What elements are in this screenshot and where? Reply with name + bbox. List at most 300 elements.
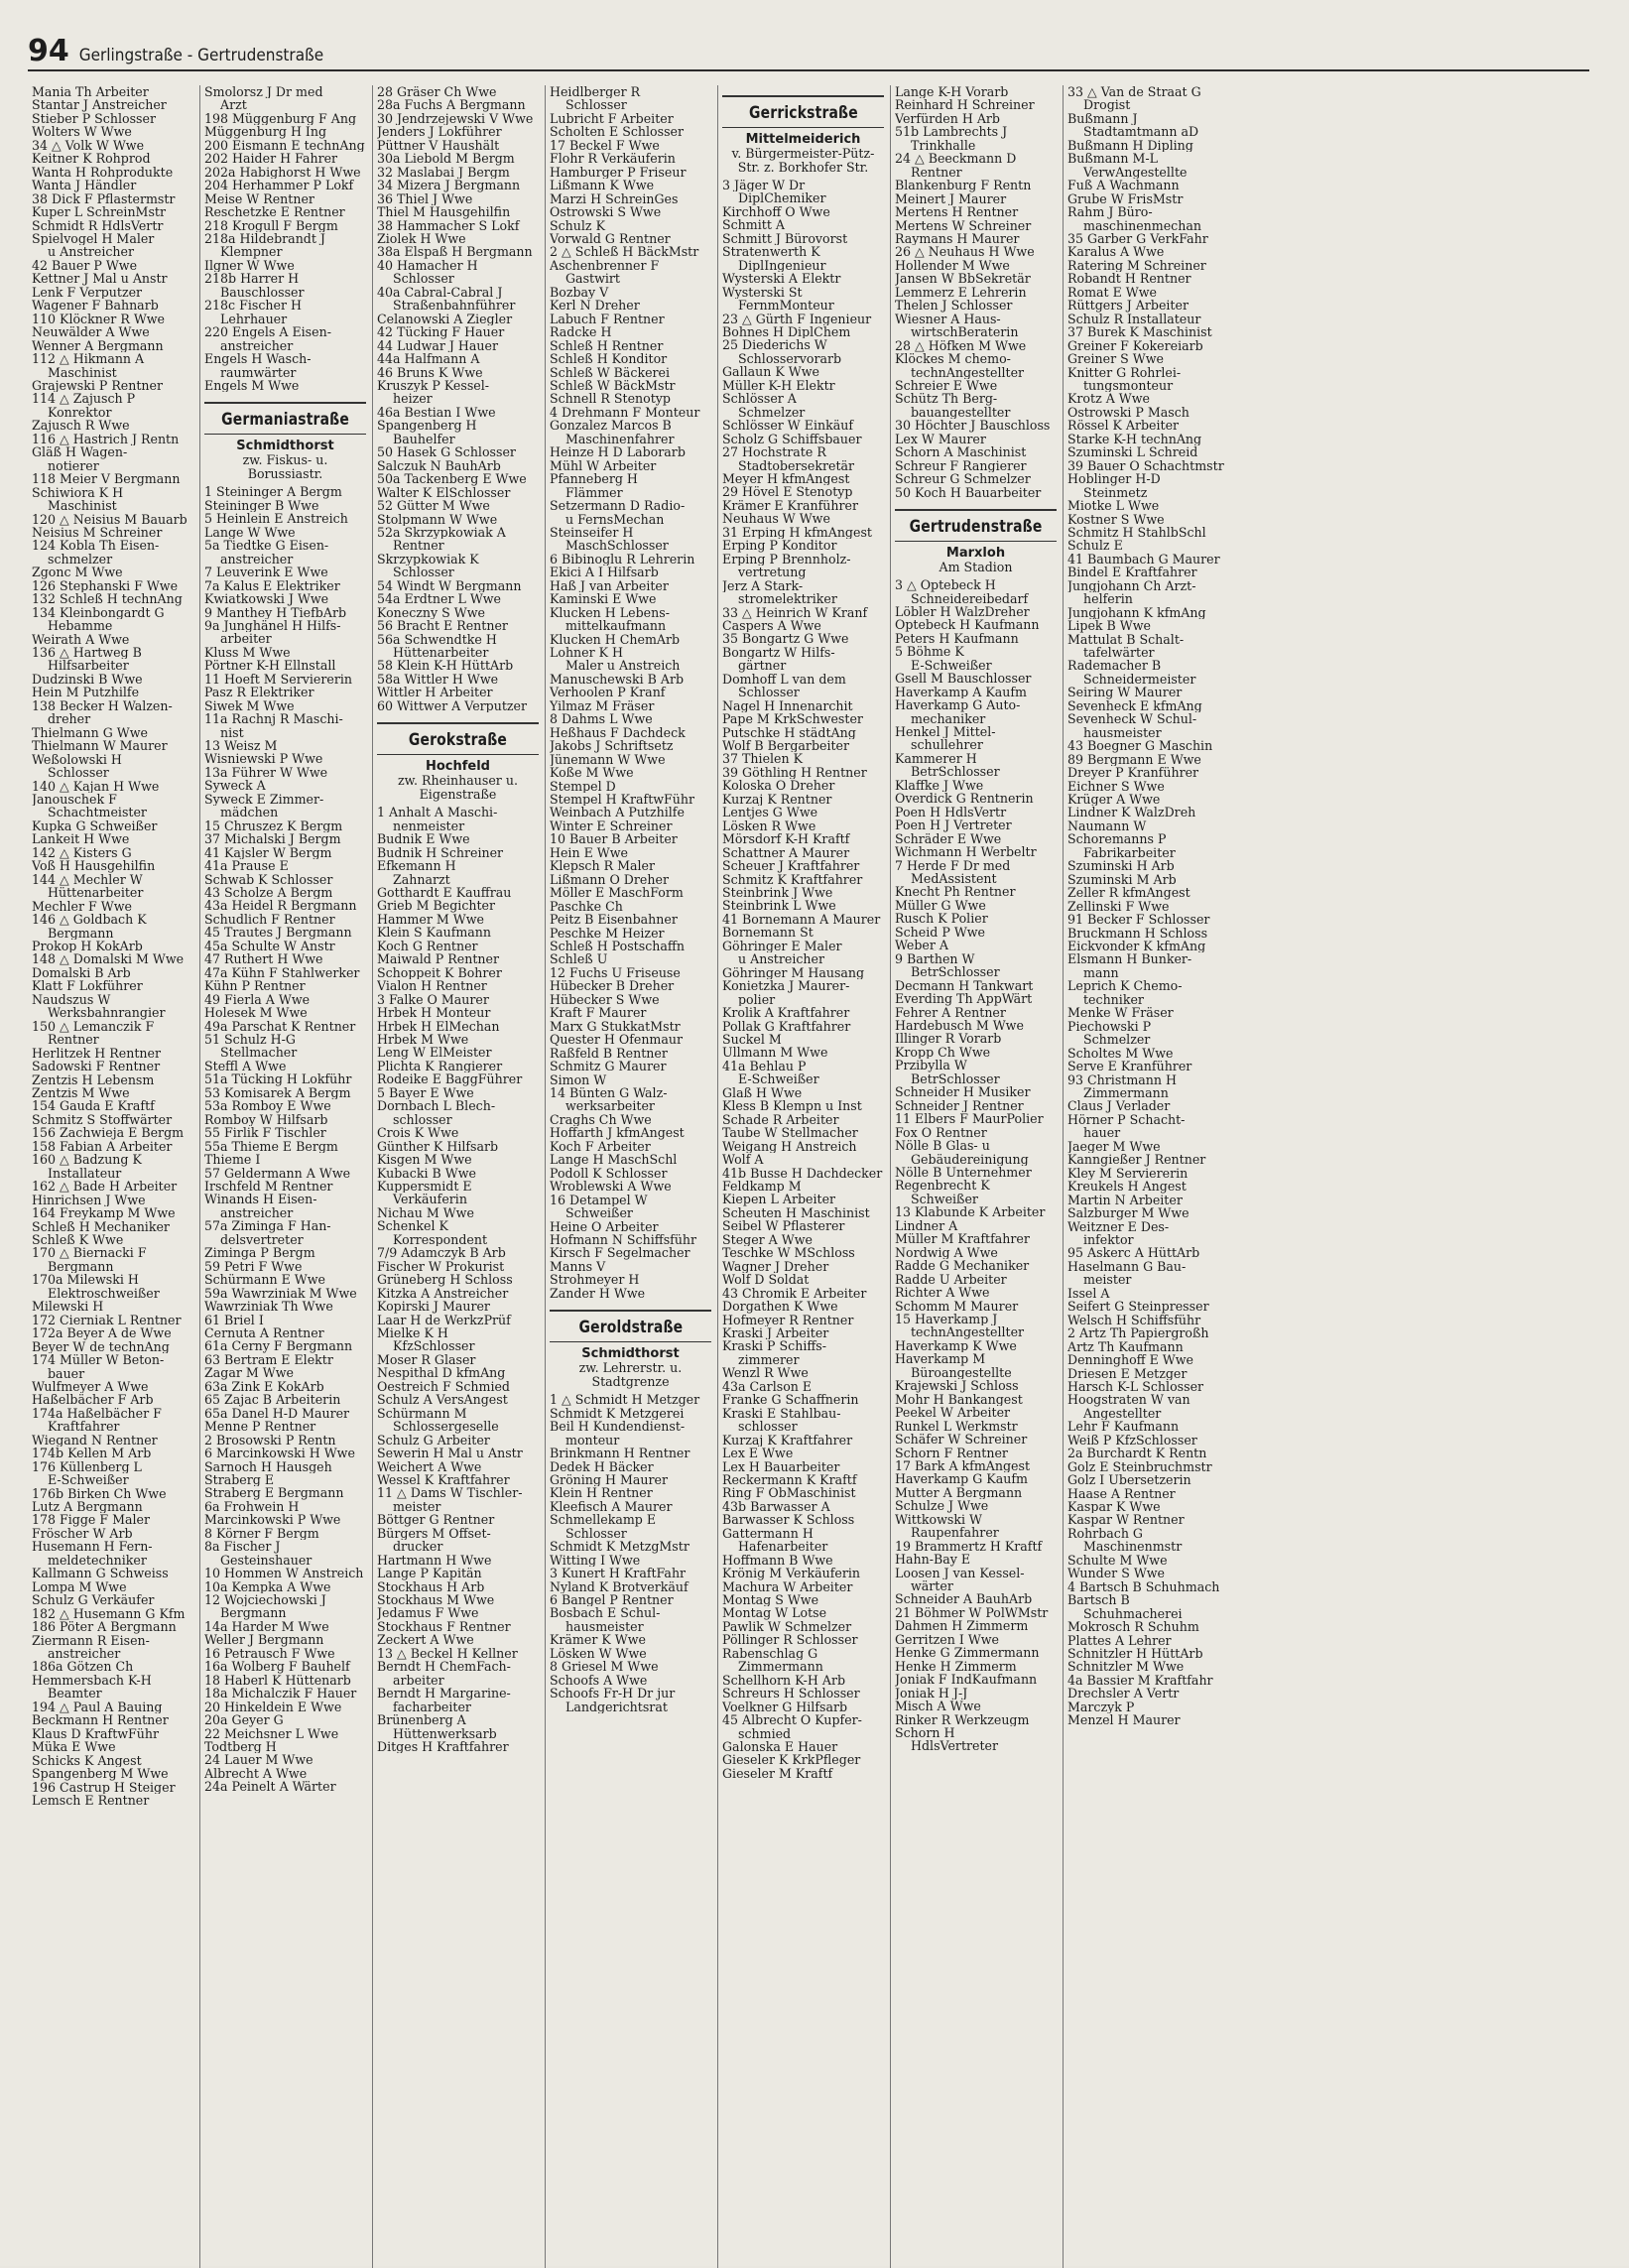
resident-entry: 174b Kellen M Arb — [32, 1447, 152, 1460]
resident-entry: Suckel M — [722, 1033, 782, 1047]
resident-entry: Gieseler M Kraftf — [722, 1766, 833, 1781]
entry-continuation: hausmeister — [1083, 725, 1162, 740]
resident-entry: Pöllinger R Schlosser — [722, 1633, 858, 1647]
resident-entry: Seiring W Maurer — [1067, 686, 1183, 699]
resident-entry: Bürgers M Offset- — [377, 1526, 491, 1541]
resident-entry: Lißmann K Wwe — [550, 179, 655, 192]
resident-entry: Romboy W Hilfsarb — [204, 1112, 328, 1127]
entry-continuation: notierer — [48, 458, 99, 473]
resident-entry: Raymans H Maurer — [895, 231, 1020, 246]
resident-entry: Regenbrecht K — [895, 1179, 990, 1193]
street-rule — [377, 754, 539, 755]
resident-entry: Peitz B Eisenbahner — [550, 913, 678, 927]
resident-entry: Aschenbrenner F — [550, 258, 660, 273]
entry-continuation: mittelkaufmann — [565, 619, 667, 633]
resident-entry: Oestreich F Schmied — [377, 1379, 510, 1394]
resident-entry: Schulz G Arbeiter — [377, 1433, 490, 1448]
resident-entry: Golz E Steinbruchmstr — [1067, 1459, 1212, 1474]
resident-entry: 8 Griesel M Wwe — [550, 1660, 659, 1674]
resident-entry: Schorn H — [895, 1726, 955, 1740]
resident-entry: 218 Krogull F Bergm — [204, 218, 338, 232]
resident-entry: Erping P Brennholz- — [722, 552, 851, 567]
resident-entry: 30 Höchter J Bauschloss — [895, 419, 1051, 433]
resident-entry: Kirsch F Segelmacher — [550, 1246, 690, 1260]
resident-entry: Dorgathen K Wwe — [722, 1300, 838, 1314]
resident-entry: Przibylla W — [895, 1059, 967, 1072]
resident-entry: Hofmeyer R Rentner — [722, 1313, 854, 1326]
resident-entry: Loosen J van Kessel- — [895, 1566, 1025, 1580]
resident-entry: 41 Baumbach G Maurer — [1067, 552, 1220, 567]
resident-entry: Scholtes M Wwe — [1067, 1046, 1174, 1061]
resident-entry: Verhoolen P Kranf — [550, 686, 666, 699]
resident-entry: 218c Fischer H — [204, 299, 302, 313]
resident-entry: 37 Michalski J Bergm — [204, 832, 341, 846]
resident-entry: Ring F ObMaschinist — [722, 1486, 856, 1500]
entry-continuation: infektor — [1083, 1232, 1134, 1247]
resident-entry: Haselmann G Bau- — [1067, 1259, 1187, 1274]
resident-entry: Lenk F Verputzer — [32, 285, 143, 300]
entry-continuation: drucker — [393, 1540, 443, 1554]
resident-entry: 174 Müller W Beton- — [32, 1353, 165, 1367]
resident-entry: Günther K Hilfsarb — [377, 1139, 499, 1154]
resident-entry: Barwasser K Schloss — [722, 1513, 855, 1527]
resident-entry: Schmitz H StahlbSchl — [1067, 525, 1206, 540]
resident-entry: Wittkowski W — [895, 1512, 982, 1527]
entry-continuation: bauer — [48, 1366, 85, 1380]
resident-entry: Mohr H Bankangest — [895, 1392, 1023, 1407]
resident-entry: Rabenschlag G — [722, 1646, 818, 1661]
resident-entry: 58 Klein K-H HüttArb — [377, 659, 514, 673]
entry-continuation: DiplChemiker — [738, 191, 826, 205]
resident-entry: 54 Windt W Bergmann — [377, 578, 522, 593]
resident-entry: Welsch H Schiffsführ — [1067, 1313, 1201, 1327]
resident-entry: 40 Hamacher H — [377, 258, 478, 273]
resident-entry: Bohnes H DiplChem — [722, 324, 851, 339]
resident-entry: 32 Maslabai J Bergm — [377, 165, 510, 180]
resident-entry: Schiwiora K H — [32, 485, 124, 500]
entry-continuation: Schmelzer — [738, 405, 806, 420]
resident-entry: Wenzl R Wwe — [722, 1366, 809, 1380]
resident-entry: Weigang H Anstreich — [722, 1139, 857, 1154]
resident-entry: 8a Fischer J — [204, 1540, 281, 1554]
resident-entry: 46 Bruns K Wwe — [377, 365, 483, 379]
resident-entry: Lemsch E Rentner — [32, 1794, 150, 1808]
street-heading — [204, 402, 366, 481]
resident-entry: 47 Ruthert H Wwe — [204, 952, 323, 966]
resident-entry: Claus J Verlader — [1067, 1099, 1171, 1113]
resident-entry: Schulz A VersAngest — [377, 1393, 508, 1407]
resident-entry: Krotz A Wwe — [1067, 392, 1150, 406]
column — [373, 85, 546, 2268]
resident-entry: Lange P Kapitän — [377, 1567, 482, 1580]
entry-continuation: wirtschBeraterin — [911, 325, 1019, 339]
resident-entry: Schreur F Rangierer — [895, 458, 1027, 473]
resident-entry: 170a Milewski H — [32, 1273, 139, 1287]
resident-entry: Hein M Putzhilfe — [32, 686, 140, 699]
resident-entry: 2a Burchardt K Rentn — [1067, 1447, 1207, 1460]
resident-entry: Mertens W Schreiner — [895, 218, 1032, 232]
resident-entry: Pasz R Elektriker — [204, 686, 314, 699]
resident-entry: Drechsler A Vertr — [1067, 1687, 1180, 1701]
resident-entry: Todtberg H — [204, 1740, 277, 1754]
resident-entry: Scholten E Schlosser — [550, 125, 685, 139]
entry-continuation: Schlosservorarb — [738, 351, 842, 366]
resident-entry: Schleß H Rentner — [550, 338, 664, 353]
entry-continuation: Bergmann — [48, 1259, 114, 1274]
resident-entry: Szuminski L Schreid — [1067, 445, 1198, 459]
district-name: Schmidthorst — [581, 1346, 680, 1362]
resident-entry: Keitner K Rohprod — [32, 152, 151, 166]
resident-entry: Haverkamp G Kaufm — [895, 1472, 1028, 1486]
resident-entry: Runkel L Werkmstr — [895, 1419, 1018, 1434]
resident-entry: Haßelbächer F Arb — [32, 1393, 154, 1407]
resident-entry: Schreurs H Schlosser — [722, 1687, 860, 1701]
entry-continuation: Schmelzer — [1083, 1033, 1151, 1047]
resident-entry: Szuminski H Arb — [1067, 859, 1175, 873]
resident-entry: Wanta J Händler — [32, 179, 137, 192]
resident-entry: Lankeit H Wwe — [32, 832, 130, 846]
resident-entry: 43a Heidel R Bergmann — [204, 899, 357, 913]
resident-entry: 3 Falke O Maurer — [377, 992, 489, 1007]
resident-entry: Fox O Rentner — [895, 1125, 987, 1140]
resident-entry: Zentzis H Lebensm — [32, 1072, 155, 1086]
resident-entry: 41a Behlau P — [722, 1059, 807, 1073]
resident-entry: Straberg E Bergmann — [204, 1486, 344, 1500]
resident-entry: 11a Rachnj R Maschi- — [204, 712, 343, 726]
resident-entry: Ostrowski P Masch — [1067, 405, 1190, 420]
resident-entry: 13 △ Beckel H Kellner — [377, 1646, 518, 1661]
resident-entry: Schulz E — [1067, 539, 1123, 553]
resident-entry: 9 Manthey H TiefbArb — [204, 605, 347, 619]
resident-entry: 218a Hildebrandt J — [204, 231, 325, 246]
resident-entry: Machura W Arbeiter — [722, 1579, 853, 1594]
resident-entry: Brünenberg A — [377, 1713, 466, 1727]
resident-entry: Weber A — [895, 939, 949, 952]
entry-continuation: maschinenmechan — [1083, 218, 1201, 232]
resident-entry: Jünemann W Wwe — [550, 752, 666, 767]
resident-entry: Kraski P Schiffs- — [722, 1339, 827, 1353]
resident-entry: 15 Chruszez K Bergm — [204, 819, 343, 833]
resident-entry: Fröscher W Arb — [32, 1526, 133, 1541]
resident-entry: Ziolek H Wwe — [377, 231, 466, 246]
resident-entry: 45 Albrecht O Kupfer- — [722, 1713, 862, 1727]
entry-continuation: Schneidermeister — [1083, 672, 1196, 687]
entry-continuation: Lehrhauer — [220, 312, 288, 326]
entry-continuation: meister — [393, 1499, 441, 1514]
resident-entry: Dudzinski B Wwe — [32, 672, 143, 687]
district-name: Mittelmeiderich — [745, 132, 861, 147]
resident-entry: 41b Busse H Dachdecker — [722, 1166, 883, 1180]
entry-continuation: VerwAngestellte — [1083, 165, 1188, 180]
resident-entry: Budnik E Wwe — [377, 832, 470, 846]
resident-entry: Zentzis M Wwe — [32, 1085, 130, 1100]
resident-entry: Starke K-H technAng — [1067, 432, 1202, 446]
resident-entry: 120 △ Neisius M Bauarb — [32, 512, 188, 526]
entry-continuation: Schneidereibedarf — [911, 591, 1029, 605]
resident-entry: 182 △ Husemann G Kfm — [32, 1606, 186, 1621]
entry-continuation: Schweißer — [565, 1206, 633, 1220]
district-name: Hochfeld — [425, 759, 490, 775]
resident-entry: Bußmann M-L — [1067, 152, 1158, 166]
entry-continuation: technAngestellter — [911, 1325, 1025, 1339]
resident-entry: 93 Christmann H — [1067, 1072, 1178, 1086]
resident-entry: 30 Jendrzejewski V Wwe — [377, 111, 534, 126]
resident-entry: Scholz G Schiffsbauer — [722, 432, 862, 446]
entry-continuation: Korrespondent — [393, 1232, 488, 1247]
resident-entry: Jungjohann K kfmAng — [1067, 605, 1206, 620]
resident-entry: 140 △ Kajan H Wwe — [32, 779, 160, 794]
resident-entry: Budnik H Schreiner — [377, 845, 504, 860]
resident-entry: 45a Schulte W Anstr — [204, 939, 335, 953]
resident-entry: 13a Führer W Wwe — [204, 765, 328, 780]
resident-entry: Mattulat B Schalt- — [1067, 632, 1185, 647]
resident-entry: 9 Barthen W — [895, 951, 975, 966]
resident-entry: Sewerin H Mal u Anstr — [377, 1447, 523, 1460]
resident-entry: Schorn F Rentner — [895, 1446, 1008, 1459]
resident-entry: Decmann H Tankwart — [895, 978, 1034, 993]
resident-entry: Yilmaz M Fräser — [550, 698, 655, 713]
resident-entry: Albrecht A Wwe — [204, 1766, 308, 1781]
resident-entry: 24 △ Beeckmann D — [895, 152, 1017, 166]
resident-entry: Joniak H J-J — [895, 1686, 968, 1701]
resident-entry: Koße M Wwe — [550, 766, 634, 780]
resident-entry: Kopirski J Maurer — [377, 1300, 490, 1314]
resident-entry: 16 Petrausch F Wwe — [204, 1646, 335, 1661]
resident-entry: Henkel J Mittel- — [895, 725, 996, 739]
entry-continuation: E-Schweißer — [911, 658, 992, 673]
resident-entry: Nichau M Wwe — [377, 1205, 474, 1220]
resident-entry: 18 Haberl K Hüttenarb — [204, 1673, 351, 1688]
street-name: Gerokstraße — [408, 730, 508, 751]
resident-entry: Ullmann M Wwe — [722, 1046, 828, 1060]
resident-entry: Poen H HdlsVertr — [895, 805, 1007, 819]
resident-entry: 38a Elspaß H Bergmann — [377, 245, 533, 259]
resident-entry: Steinbrink J Wwe — [722, 886, 833, 900]
resident-entry: Weiß P KfzSchlosser — [1067, 1433, 1197, 1448]
resident-entry: Meinert J Maurer — [895, 191, 1007, 206]
directory-columns — [28, 85, 1589, 2268]
entry-continuation: Hüttenwerksarb — [393, 1726, 497, 1741]
resident-entry: 220 Engels A Eisen- — [204, 325, 331, 339]
resident-entry: Wagner J Dreher — [722, 1259, 829, 1274]
resident-entry: Schulte M Wwe — [1067, 1553, 1168, 1568]
resident-entry: 52a Skrzypkowiak A — [377, 525, 506, 540]
entry-continuation: vertretung — [738, 566, 807, 579]
resident-entry: Raßfeld B Rentner — [550, 1046, 668, 1061]
resident-entry: Schmitz K Kraftfahrer — [722, 872, 863, 887]
resident-entry: Weitzner E Des- — [1067, 1219, 1170, 1233]
resident-entry: Stockhaus M Wwe — [377, 1593, 495, 1607]
resident-entry: Artz Th Kaufmann — [1067, 1339, 1184, 1354]
resident-entry: 114 △ Zajusch P — [32, 392, 136, 406]
resident-entry: Berndt H ChemFach- — [377, 1660, 511, 1674]
resident-entry: 13 Klabunde K Arbeiter — [895, 1205, 1046, 1219]
resident-entry: Marcinkowski P Wwe — [204, 1513, 341, 1527]
resident-entry: 29 Hövel E Stenotyp — [722, 485, 853, 499]
entry-continuation: BetrSchlosser — [911, 965, 1000, 979]
entry-continuation: Arzt — [220, 98, 247, 112]
resident-entry: Schenkel K — [377, 1219, 448, 1233]
resident-entry: 186a Götzen Ch — [32, 1660, 134, 1674]
resident-entry: 49a Parschat K Rentner — [204, 1019, 356, 1033]
resident-entry: Driesen E Metzger — [1067, 1366, 1188, 1380]
resident-entry: 4 Drehmann F Monteur — [550, 405, 700, 420]
resident-entry: Bußmann H Dipling — [1067, 138, 1193, 153]
resident-entry: Schräder E Wwe — [895, 831, 1002, 846]
resident-entry: 55a Thieme E Bergm — [204, 1139, 338, 1154]
resident-entry: Schicks K Angest — [32, 1753, 142, 1768]
resident-entry: Syweck E Zimmer- — [204, 792, 324, 807]
resident-entry: Kropp Ch Wwe — [895, 1045, 991, 1060]
resident-entry: Issel A — [1067, 1286, 1110, 1301]
resident-entry: 59 Petri F Wwe — [204, 1259, 303, 1274]
resident-entry: Rüttgers J Arbeiter — [1067, 299, 1189, 313]
entry-continuation: mädchen — [220, 806, 279, 819]
entry-continuation: Steinmetz — [1083, 485, 1148, 500]
resident-entry: Caspers A Wwe — [722, 618, 821, 633]
resident-entry: Dahmen H Zimmerm — [895, 1619, 1029, 1633]
entry-continuation: anstreicher — [48, 1647, 121, 1661]
column — [1064, 85, 1236, 2268]
resident-entry: Martin N Arbeiter — [1067, 1193, 1183, 1207]
resident-entry: Gläß H Wagen- — [32, 445, 128, 459]
resident-entry: Schmellekamp E — [550, 1513, 657, 1527]
resident-entry: Thieme I — [204, 1153, 261, 1167]
resident-entry: Prokop H KokArb — [32, 940, 143, 953]
resident-entry: Greiner S Wwe — [1067, 352, 1164, 366]
resident-entry: Winter E Schreiner — [550, 819, 673, 833]
resident-entry: Krajewski J Schloss — [895, 1379, 1019, 1393]
resident-entry: Mokrosch R Schuhm — [1067, 1620, 1199, 1634]
resident-entry: Wolters W Wwe — [32, 125, 132, 139]
entry-continuation: arbeiter — [220, 632, 272, 646]
resident-entry: Peschke M Heizer — [550, 926, 665, 940]
resident-entry: Wichmann H Werbeltr — [895, 845, 1037, 859]
resident-entry: Bosbach E Schul- — [550, 1606, 661, 1620]
resident-entry: Jungjohann Ch Arzt- — [1067, 578, 1196, 593]
resident-entry: Schreur G Schmelzer — [895, 472, 1031, 486]
resident-entry: Schneider J Rentner — [895, 1098, 1024, 1113]
entry-continuation: Stellmacher — [220, 1046, 298, 1060]
resident-entry: 12 Fuchs U Friseuse — [550, 965, 681, 980]
resident-entry: 196 Castrup H Steiger — [32, 1780, 176, 1794]
resident-entry: Gotthardt E Kauffrau — [377, 886, 512, 900]
entry-continuation: Gastwirt — [565, 272, 620, 286]
entry-continuation: Drogist — [1083, 98, 1131, 112]
entry-continuation: Fabrikarbeiter — [1083, 845, 1176, 860]
resident-entry: Kraski E Stahlbau- — [722, 1406, 841, 1421]
resident-entry: Hoogstraten W van — [1067, 1393, 1190, 1407]
resident-entry: Kaspar W Rentner — [1067, 1513, 1185, 1527]
resident-entry: Ziermann R Eisen- — [32, 1633, 150, 1648]
resident-entry: 194 △ Paul A Bauing — [32, 1700, 163, 1714]
resident-entry: Hinrichsen J Wwe — [32, 1193, 146, 1207]
resident-entry: Menne P Rentner — [204, 1420, 316, 1434]
resident-entry: 17 Beckel F Wwe — [550, 138, 660, 153]
resident-entry: 1 △ Schmidt H Metzger — [550, 1393, 700, 1407]
resident-entry: 144 △ Mechler W — [32, 872, 143, 887]
resident-entry: Marczyk P — [1067, 1700, 1135, 1714]
resident-entry: Kuppersmidt E — [377, 1179, 472, 1194]
resident-entry: Kirchhoff O Wwe — [722, 204, 830, 219]
resident-entry: Zajusch R Wwe — [32, 419, 130, 433]
resident-entry: Cernuta A Rentner — [204, 1325, 324, 1340]
entry-continuation: Maler u Anstreich — [565, 659, 681, 673]
entry-continuation: BetrSchlosser — [911, 1071, 1000, 1086]
resident-entry: Kreukels H Angest — [1067, 1180, 1187, 1194]
entry-continuation: FernmMonteur — [738, 299, 834, 313]
resident-entry: 150 △ Lemanczik F — [32, 1019, 155, 1034]
resident-entry: Kostner S Wwe — [1067, 512, 1165, 526]
resident-entry: Simon W — [550, 1072, 607, 1086]
resident-entry: Laar H de WerkzPrüf — [377, 1313, 511, 1326]
resident-entry: 41 Kajsler W Bergm — [204, 845, 332, 860]
resident-entry: 51a Tücking H Lokführ — [204, 1072, 352, 1086]
resident-entry: Lehr F Kaufmann — [1067, 1420, 1180, 1434]
entry-continuation: Angestellter — [1083, 1406, 1162, 1421]
entry-continuation: bauangestellter — [911, 405, 1011, 420]
entry-continuation: Büroangestellte — [911, 1365, 1012, 1380]
resident-entry: 61a Cerny F Bergmann — [204, 1339, 353, 1353]
resident-entry: Witting I Wwe — [550, 1553, 641, 1568]
resident-entry: Schade R Arbeiter — [722, 1112, 839, 1127]
resident-entry: Maiwald P Rentner — [377, 952, 499, 966]
entry-continuation: nist — [220, 725, 244, 740]
resident-entry: Henke H Zimmerm — [895, 1659, 1017, 1674]
resident-entry: Bongartz W Hilfs- — [722, 645, 835, 660]
resident-entry: Salczuk N BauhArb — [377, 458, 501, 473]
resident-entry: Lindner K WalzDreh — [1067, 806, 1196, 819]
resident-entry: Plattes A Lehrer — [1067, 1633, 1172, 1648]
resident-entry: Schoremanns P — [1067, 832, 1167, 846]
resident-entry: Winands H Eisen- — [204, 1193, 317, 1206]
resident-entry: Naumann W — [1067, 819, 1147, 833]
resident-entry: Schoofs Fr-H Dr jur — [550, 1687, 676, 1701]
resident-entry: Knecht Ph Rentner — [895, 885, 1016, 899]
resident-entry: Schnitzler H HüttArb — [1067, 1647, 1203, 1661]
resident-entry: Gieseler K KrkPfleger — [722, 1753, 861, 1767]
entry-continuation: Maschinist — [48, 365, 117, 379]
resident-entry: Illinger R Vorarb — [895, 1032, 1002, 1046]
resident-entry: Knitter G Rohrlei- — [1067, 365, 1182, 379]
resident-entry: Craghs Ch Wwe — [550, 1112, 652, 1127]
entry-continuation: Stadtobersekretär — [738, 458, 855, 472]
resident-entry: 63a Zink E KokArb — [204, 1379, 324, 1394]
resident-entry: 14a Harder M Wwe — [204, 1619, 329, 1634]
resident-entry: Kurzaj K Rentner — [722, 792, 832, 807]
entry-continuation: u Anstreicher — [48, 245, 134, 259]
resident-entry: Lex H Bauarbeiter — [722, 1459, 840, 1473]
entry-continuation: Rentner — [48, 1033, 99, 1047]
running-head: Gerlingstraße - Gertrudenstraße — [78, 46, 324, 65]
entry-continuation: Werksbahnrangier — [48, 1006, 166, 1020]
resident-entry: Menzel H Maurer — [1067, 1713, 1181, 1727]
entry-continuation: monteur — [565, 1433, 620, 1448]
resident-entry: 56 Bracht E Rentner — [377, 619, 508, 633]
resident-entry: Scheuer J Kraftfahrer — [722, 859, 860, 873]
street-rule — [895, 541, 1057, 542]
resident-entry: 132 Schleß H technAng — [32, 592, 183, 606]
entry-continuation: Schlosser — [393, 272, 454, 286]
resident-entry: Eickvonder K kfmAng — [1067, 940, 1206, 953]
resident-entry: 7 Leuverink E Wwe — [204, 566, 328, 579]
resident-entry: Golz I Übersetzerin — [1067, 1473, 1191, 1487]
resident-entry: Mechler F Wwe — [32, 899, 132, 914]
resident-entry: Montag W Lotse — [722, 1606, 827, 1620]
resident-entry: Stockhaus F Rentner — [377, 1619, 511, 1634]
resident-entry: 54a Erdtner L Wwe — [377, 592, 502, 606]
resident-entry: 20 Hinkeldein E Wwe — [204, 1700, 342, 1714]
